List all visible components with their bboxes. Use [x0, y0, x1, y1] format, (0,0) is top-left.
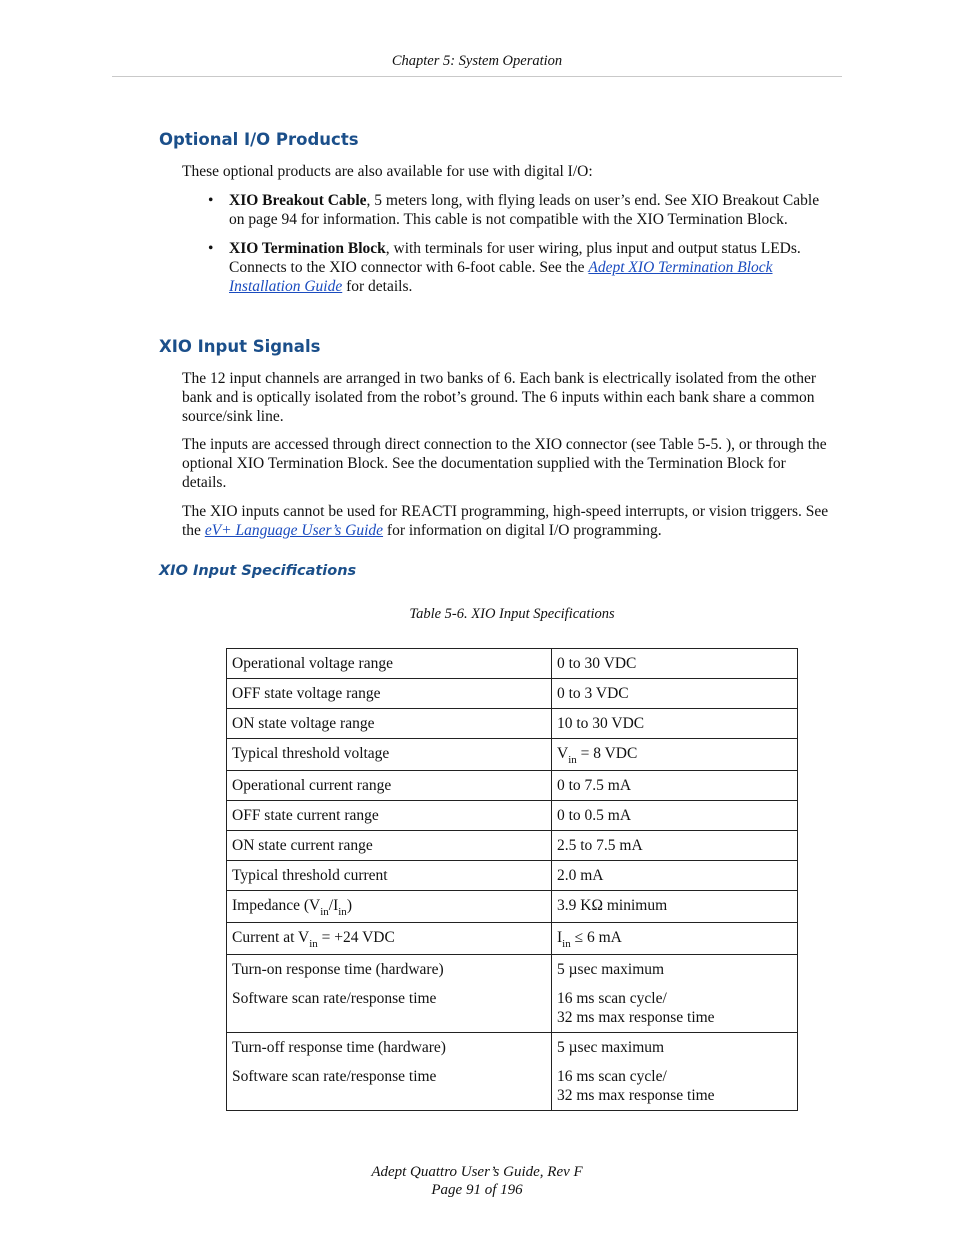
spec-label: [227, 923, 552, 955]
heading-xio-input-specifications: XIO Input Specifications: [159, 563, 357, 579]
value-line: 5 µsec maximum: [557, 961, 665, 978]
product-description-end: for details.: [342, 278, 413, 295]
label-text: Current at V: [232, 929, 310, 946]
page-header: Chapter 5: System Operation: [391, 53, 563, 69]
subscript: in: [562, 938, 571, 950]
spec-label: OFF state current range: [227, 801, 552, 831]
table-caption: [0, 605, 954, 624]
value-text: I: [557, 929, 563, 946]
page-footer: [0, 1163, 954, 1199]
heading-optional-io-products: Optional I/O Products: [159, 130, 359, 149]
product-description: , with terminals for user wiring, plus input and output status LEDs. Connects to the XIO connector with 6-foot cable. See the: [229, 240, 801, 276]
table-row: [227, 679, 798, 709]
table-row: [227, 831, 798, 861]
spec-value: 0 to 30 VDC: [552, 649, 798, 679]
table-row: [227, 709, 798, 739]
table-row: [227, 861, 798, 891]
spec-label: Typical threshold current: [227, 861, 552, 891]
value-line: 5 µsec maximum: [557, 1039, 665, 1056]
bullet-icon: •: [208, 192, 214, 209]
xio-input-spec-table: [226, 648, 798, 1111]
spec-label: ON state voltage range: [227, 709, 552, 739]
spec-label: [227, 955, 552, 1033]
spec-value: 10 to 30 VDC: [552, 709, 798, 739]
product-name: XIO Breakout Cable: [229, 192, 367, 209]
label-text: = +24 VDC: [317, 929, 395, 946]
list-item: [208, 191, 832, 229]
spec-value: 2.0 mA: [552, 861, 798, 891]
header-divider: [112, 76, 842, 77]
value-line: 16 ms scan cycle/: [557, 990, 667, 1007]
subscript: in: [338, 906, 347, 918]
table-row: [227, 891, 798, 923]
xio-termination-guide-link[interactable]: Adept XIO Termination Block Installation Guide: [229, 259, 773, 295]
label-line: Turn-on response time (hardware): [232, 961, 444, 978]
paragraph-text: for information on digital I/O programming.: [383, 522, 662, 539]
label-line: Turn-off response time (hardware): [232, 1039, 446, 1056]
label-text: /I: [328, 897, 339, 914]
spec-value: 2.5 to 7.5 mA: [552, 831, 798, 861]
spec-label: ON state current range: [227, 831, 552, 861]
table-row: [227, 739, 798, 771]
list-item: [208, 239, 832, 296]
label-text: ): [346, 897, 352, 914]
product-description: , 5 meters long, with flying leads on user’s end. See XIO Breakout Cable on page 94 for information. This cable is not compatible with the XIO Termination Block.: [229, 192, 820, 228]
footer-document-title: Adept Quattro User’s Guide, Rev F: [371, 1164, 583, 1180]
value-line: 32 ms max response time: [557, 1009, 715, 1026]
product-name: XIO Termination Block: [229, 240, 386, 257]
table-row: [227, 649, 798, 679]
spec-value: [552, 739, 798, 771]
spec-label: Operational current range: [227, 771, 552, 801]
footer-page-number: Page 91 of 196: [431, 1182, 523, 1198]
caption-text: Table 5-6. XIO Input Specifications: [409, 606, 615, 622]
spec-value: [552, 923, 798, 955]
spec-value: 0 to 3 VDC: [552, 679, 798, 709]
spec-label: [227, 891, 552, 923]
input-signals-paragraph-1: The 12 input channels are arranged in two banks of 6. Each bank is electrically isolated from the other bank and is optically isolated from the robot’s ground. The 6 inputs within each bank share a common source/sink line.: [182, 370, 816, 425]
table-row: [227, 771, 798, 801]
heading-xio-input-signals: XIO Input Signals: [159, 337, 321, 356]
spec-label: Typical threshold voltage: [227, 739, 552, 771]
spec-value: 3.9 KΩ minimum: [552, 891, 798, 923]
subscript: in: [568, 754, 577, 766]
table-row: [227, 923, 798, 955]
value-text: = 8 VDC: [576, 745, 638, 762]
label-line: Software scan rate/response time: [232, 1068, 437, 1085]
value-text: ≤ 6 mA: [570, 929, 622, 946]
spec-value: 0 to 7.5 mA: [552, 771, 798, 801]
label-text: Impedance (V: [232, 897, 321, 914]
bullet-icon: •: [208, 240, 214, 257]
ev-language-guide-link[interactable]: eV+ Language User’s Guide: [204, 522, 384, 539]
input-signals-paragraph-2: The inputs are accessed through direct connection to the XIO connector (see Table 5-5. ), or through the optional XIO Termination Block. See the documentation supplied with the Termination Block for details.: [182, 436, 827, 491]
spec-label: [227, 1033, 552, 1111]
table-row: [227, 801, 798, 831]
spec-label: OFF state voltage range: [227, 679, 552, 709]
label-line: Software scan rate/response time: [232, 990, 437, 1007]
optional-products-list: [208, 191, 832, 296]
table-row: [227, 955, 798, 1033]
optional-products-intro: These optional products are also available for use with digital I/O:: [182, 163, 593, 180]
subscript: in: [320, 906, 329, 918]
table-row: [227, 1033, 798, 1111]
spec-label: Operational voltage range: [227, 649, 552, 679]
spec-value: [552, 1033, 798, 1111]
input-signals-paragraph-3: [182, 502, 832, 540]
spec-value: 0 to 0.5 mA: [552, 801, 798, 831]
spec-value: [552, 955, 798, 1033]
value-line: 16 ms scan cycle/: [557, 1068, 667, 1085]
subscript: in: [309, 938, 318, 950]
value-line: 32 ms max response time: [557, 1087, 715, 1104]
paragraph-text: The XIO inputs cannot be used for REACTI programming, high-speed interrupts, or vision triggers. See the: [182, 503, 829, 539]
value-text: V: [557, 745, 569, 762]
